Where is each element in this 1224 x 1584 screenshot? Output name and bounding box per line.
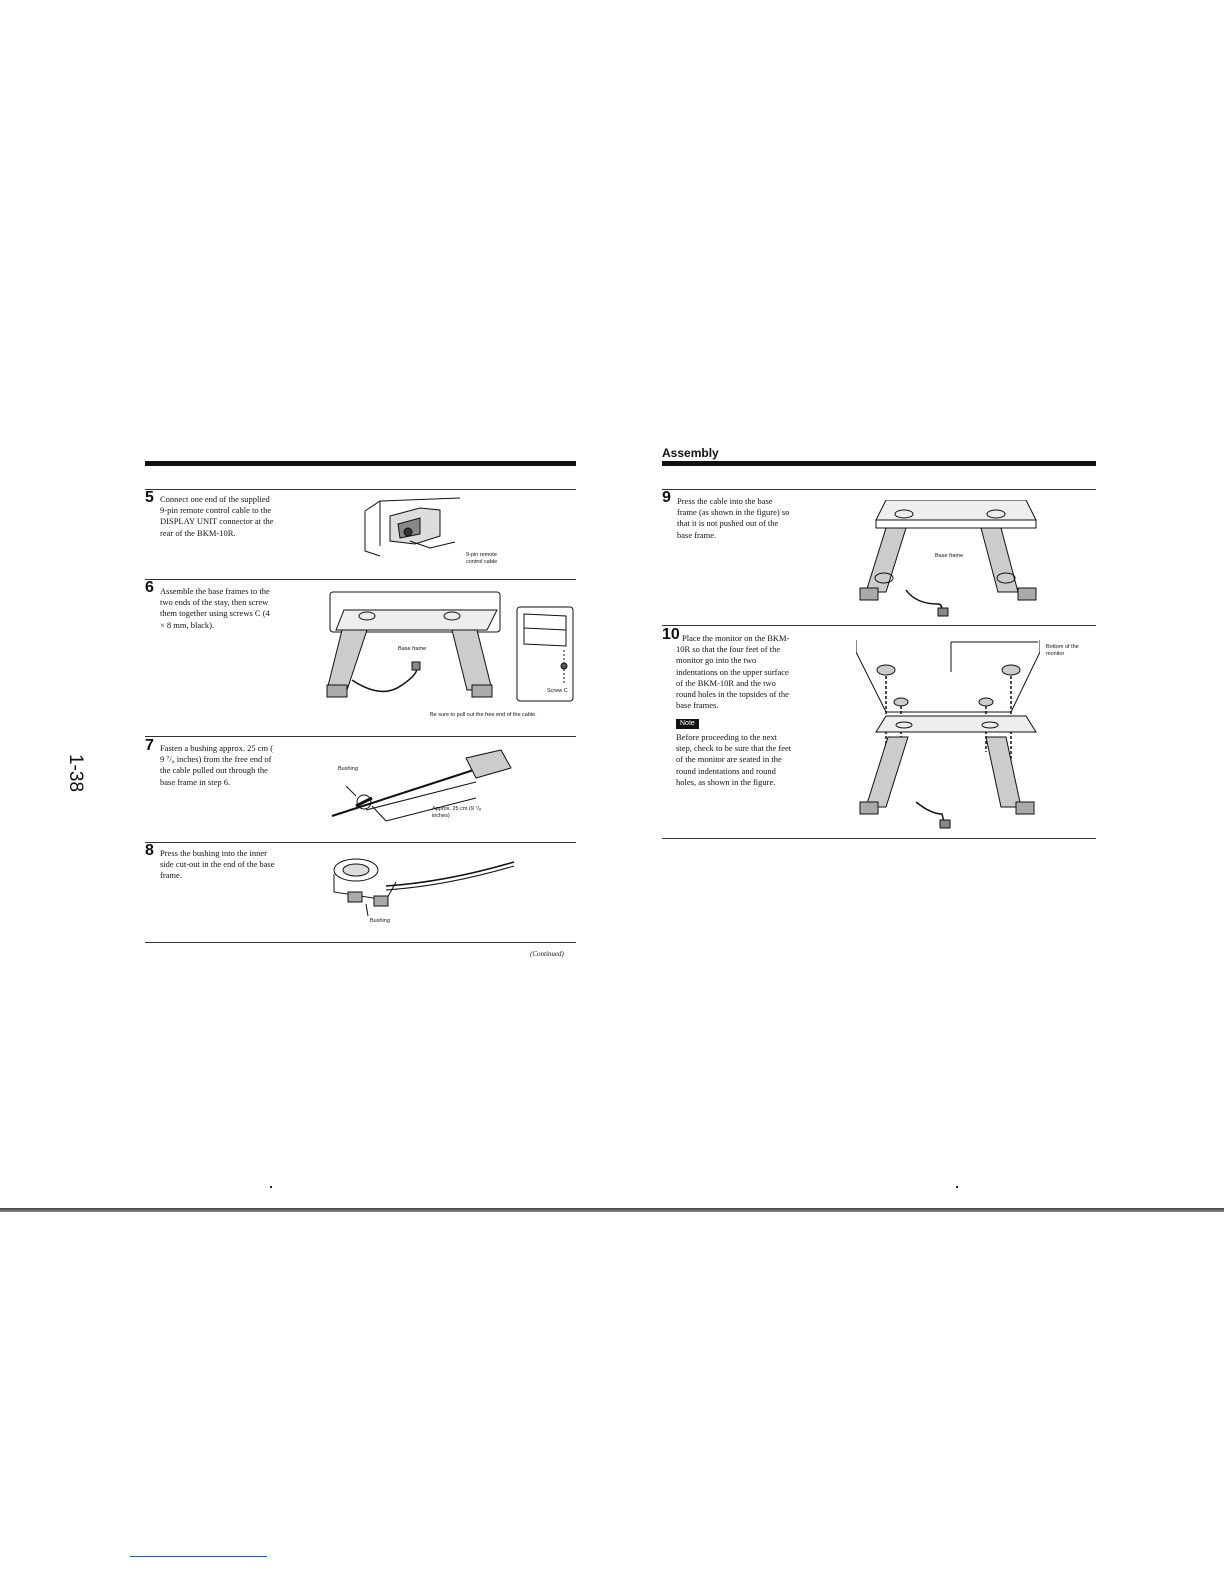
left-header-rule <box>145 461 576 466</box>
step5-top-rule <box>145 489 576 490</box>
step-6-number: 6 <box>145 579 154 596</box>
step-5-number: 5 <box>145 489 154 506</box>
left-bottom-rule <box>145 942 576 943</box>
step-6-text: Assemble the base frames to the two ends of the stay, then screw them together using screws C (4 × 8 mm, black). <box>160 586 270 630</box>
step-10-bottom-label: Bottom of the monitor <box>1046 644 1079 657</box>
step-7-approx-label: Approx. 25 cm (9 ⁷/₈ inches) <box>432 806 482 819</box>
scan-bottom-edge <box>0 1208 1224 1212</box>
step-8-text: Press the bushing into the inner side cut-out in the end of the base frame. <box>160 848 275 881</box>
footer-line <box>130 1556 267 1557</box>
right-bottom-rule <box>662 838 1096 839</box>
step9-top-rule <box>662 489 1096 490</box>
step-7-bushing-label: Bushing <box>338 766 358 772</box>
step-10-number: 10 <box>662 626 680 643</box>
step-8-bushing-label: Bushing <box>370 918 390 924</box>
right-header-rule <box>662 461 1096 466</box>
step-6-screw-label: Screw C <box>547 688 568 694</box>
step-10-text: Place the monitor on the BKM-10R so that the four feet of the monitor go into the two indentations on the upper surface of the BKM-10R and the two round holes in the topsides of the base frames. <box>676 633 790 711</box>
step-9-text: Press the cable into the base frame (as shown in the figure) so that it is not pushed out of the base frame. <box>677 496 790 540</box>
step7-top-rule <box>145 736 576 737</box>
step-6-note-label: Be sure to pull out the free end of the cable. <box>430 712 537 718</box>
step-5-cable-label: 9-pin remote control cable <box>466 552 498 565</box>
note-badge: Note <box>676 719 699 729</box>
note-text: Before proceeding to the next step, check to be sure that the feet of the monitor are seated in the round indentations and round holes, as shown in the figure. <box>676 732 792 787</box>
step-5-figure <box>360 496 470 558</box>
step-5-text: Connect one end of the supplied 9-pin remote control cable to the DISPLAY UNIT connector at the rear of the BKM-10R. <box>160 494 274 538</box>
step-9-figure <box>856 500 1040 620</box>
page-number: 1-38 <box>65 753 87 793</box>
scan-speck <box>956 1186 958 1188</box>
step10-top-rule <box>662 625 1096 626</box>
continued-label: (Continued) <box>530 950 564 958</box>
step-9-number: 9 <box>662 489 671 506</box>
step-6-base-frame-label: Base frame <box>398 646 427 652</box>
step-7-number: 7 <box>145 737 154 754</box>
step6-top-rule <box>145 579 576 580</box>
step-7-text: Fasten a bushing approx. 25 cm ( 9 ⁷/₈ inches) from the free end of the cable pulled out through the base frame in step 6. <box>160 743 274 787</box>
section-title: Assembly <box>662 446 719 460</box>
step-8-figure <box>326 852 516 918</box>
scan-speck <box>270 1186 272 1188</box>
step-8-number: 8 <box>145 842 154 859</box>
step8-top-rule <box>145 842 576 843</box>
step-10-figure <box>856 632 1040 832</box>
step-7-figure <box>326 746 522 826</box>
step-9-base-frame-label: Base frame <box>935 553 964 559</box>
